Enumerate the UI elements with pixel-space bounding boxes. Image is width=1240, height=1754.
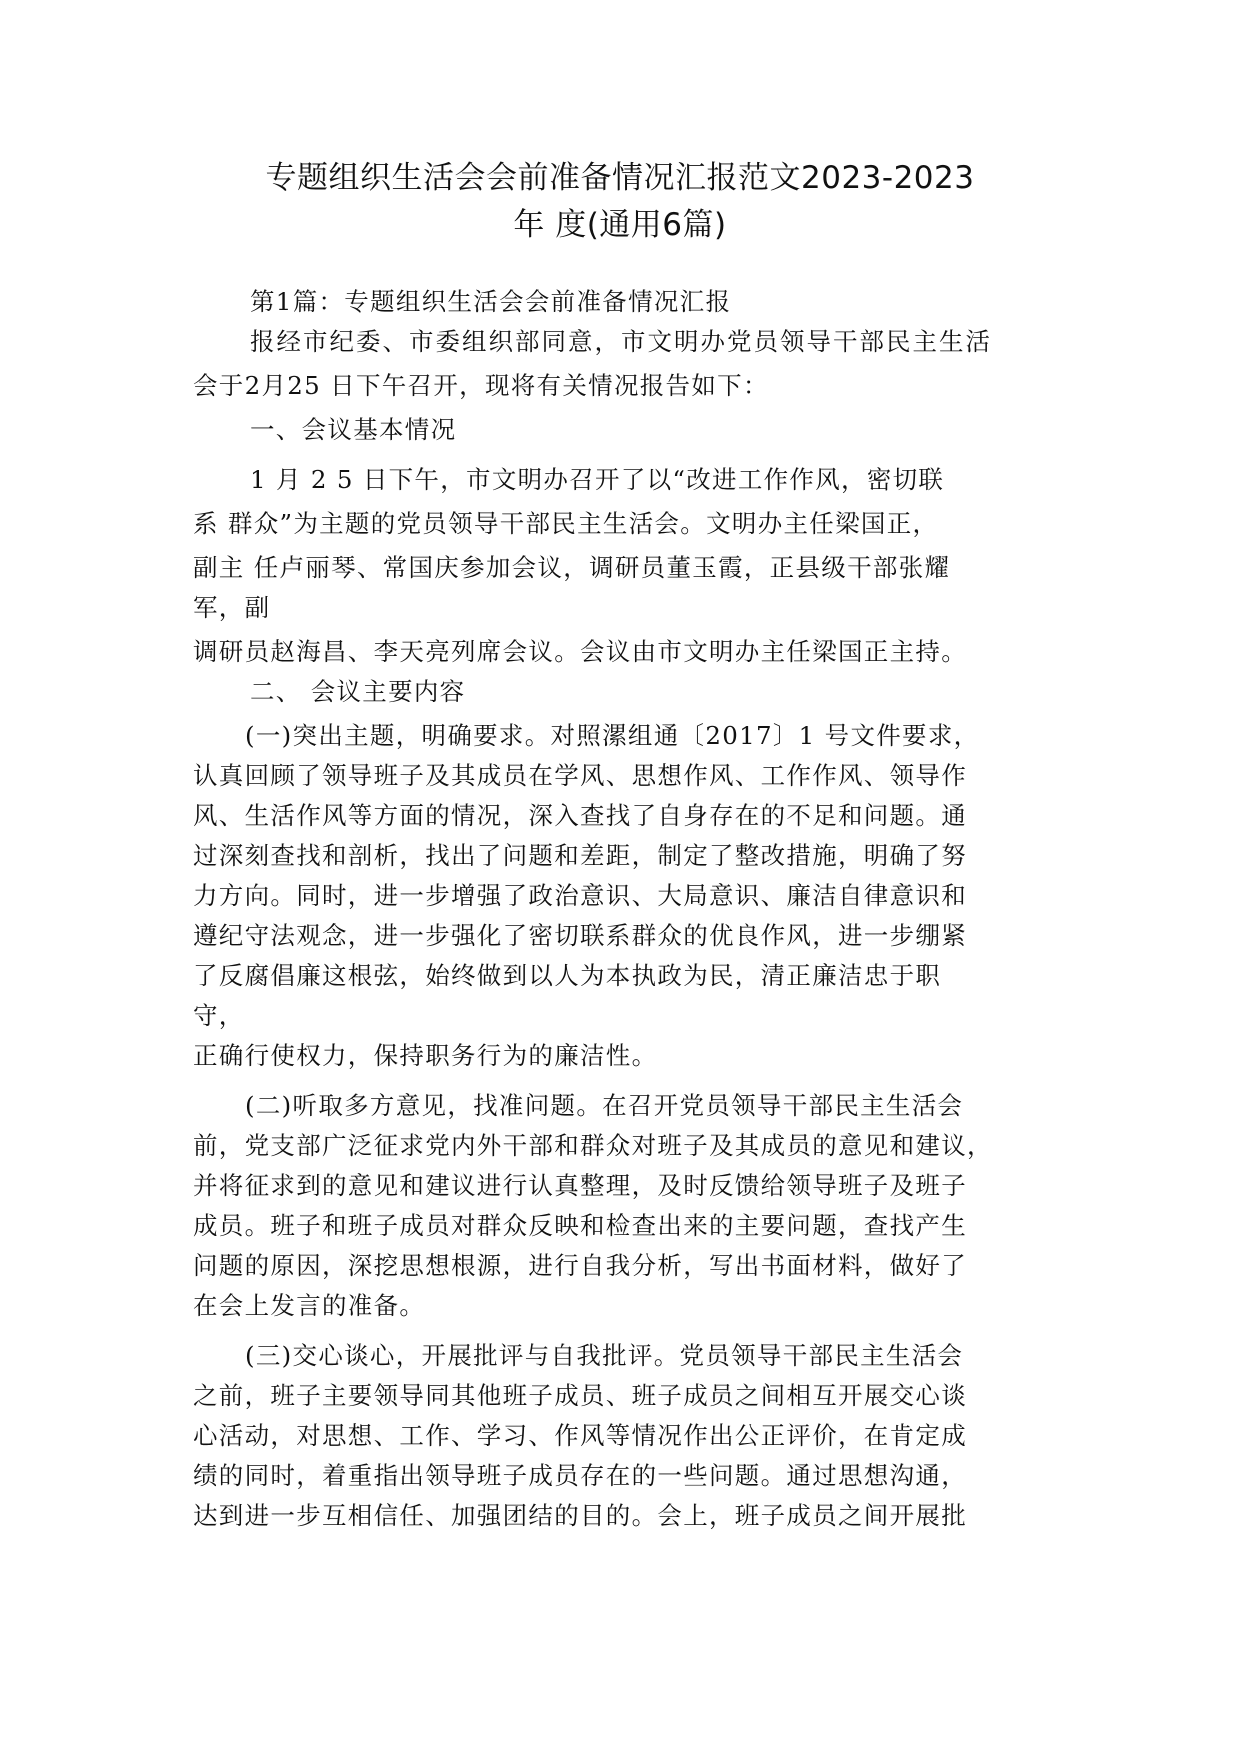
paragraph-line: (一)突出主题，明确要求。对照漯组通〔2017〕1 号文件要求， (245, 721, 980, 750)
section-heading-part-1: 第1篇：专题组织生活会会前准备情况汇报 (250, 287, 732, 316)
paragraph-line: 绩的同时，着重指出领导班子成员存在的一些问题。通过思想沟通， (193, 1461, 967, 1490)
paragraph-line: 正确行使权力，保持职务行为的廉洁性。 (193, 1041, 658, 1070)
paragraph-line: 问题的原因，深挖思想根源，进行自我分析，写出书面材料，做好了 (193, 1251, 967, 1280)
paragraph-line: 1 月 2 5 日下午，市文明办召开了以“改进工作作风，密切联 (250, 465, 945, 494)
paragraph-line: 成员。班子和班子成员对群众反映和检查出来的主要问题，查找产生 (193, 1211, 967, 1240)
section-heading: 一、会议基本情况 (250, 415, 457, 444)
paragraph-line: 了反腐倡廉这根弦，始终做到以人为本执政为民，清正廉洁忠于职 (193, 961, 942, 990)
paragraph-line: 会于2月25 日下午召开，现将有关情况报告如下： (193, 371, 769, 400)
title-line-1: 专题组织生活会会前准备情况汇报范文2023-2023 (265, 160, 975, 196)
paragraph-line: 报经市纪委、市委组织部同意，市文明办党员领导干部民主生活 (250, 327, 992, 356)
title-line-2: 年 度(通用6篇) (513, 207, 727, 243)
paragraph-line: 遵纪守法观念，进一步强化了密切联系群众的优良作风，进一步绷紧 (193, 921, 967, 950)
paragraph-line: 认真回顾了领导班子及其成员在学风、思想作风、工作作风、领导作 (193, 761, 967, 790)
paragraph-line: 达到进一步互相信任、加强团结的目的。会上，班子成员之间开展批 (193, 1501, 967, 1530)
paragraph-line: 守， (193, 1001, 245, 1030)
paragraph-line: 在会上发言的准备。 (193, 1291, 426, 1320)
paragraph-line: 军，副 (193, 593, 271, 622)
paragraph-line: 系 群众”为主题的党员领导干部民主生活会。文明办主任梁国正， (193, 509, 939, 538)
document-title (200, 155, 1040, 249)
document-body (193, 282, 1053, 1536)
paragraph-line: 调研员赵海昌、李天亮列席会议。会议由市文明办主任梁国正主持。 (193, 637, 967, 666)
section-heading: 二、 会议主要内容 (250, 677, 466, 706)
paragraph-line: 过深刻查找和剖析，找出了问题和差距，制定了整改措施，明确了努 (193, 841, 967, 870)
paragraph-line: 风、生活作风等方面的情况，深入查找了自身存在的不足和问题。通 (193, 801, 967, 830)
paragraph-line: 之前，班子主要领导同其他班子成员、班子成员之间相互开展交心谈 (193, 1381, 967, 1410)
paragraph-line: 并将征求到的意见和建议进行认真整理，及时反馈给领导班子及班子 (193, 1171, 967, 1200)
paragraph-line: 心活动，对思想、工作、学习、作风等情况作出公正评价，在肯定成 (193, 1421, 967, 1450)
paragraph-line: 力方向。同时，进一步增强了政治意识、大局意识、廉洁自律意识和 (193, 881, 967, 910)
paragraph-line: 前，党支部广泛征求党内外干部和群众对班子及其成员的意见和建议， (193, 1131, 993, 1160)
paragraph-line: 副主 任卢丽琴、常国庆参加会议，调研员董玉霞，正县级干部张耀 (193, 553, 951, 582)
paragraph-line: (三)交心谈心，开展批评与自我批评。党员领导干部民主生活会 (245, 1341, 964, 1370)
paragraph-line: (二)听取多方意见，找准问题。在召开党员领导干部民主生活会 (245, 1091, 964, 1120)
